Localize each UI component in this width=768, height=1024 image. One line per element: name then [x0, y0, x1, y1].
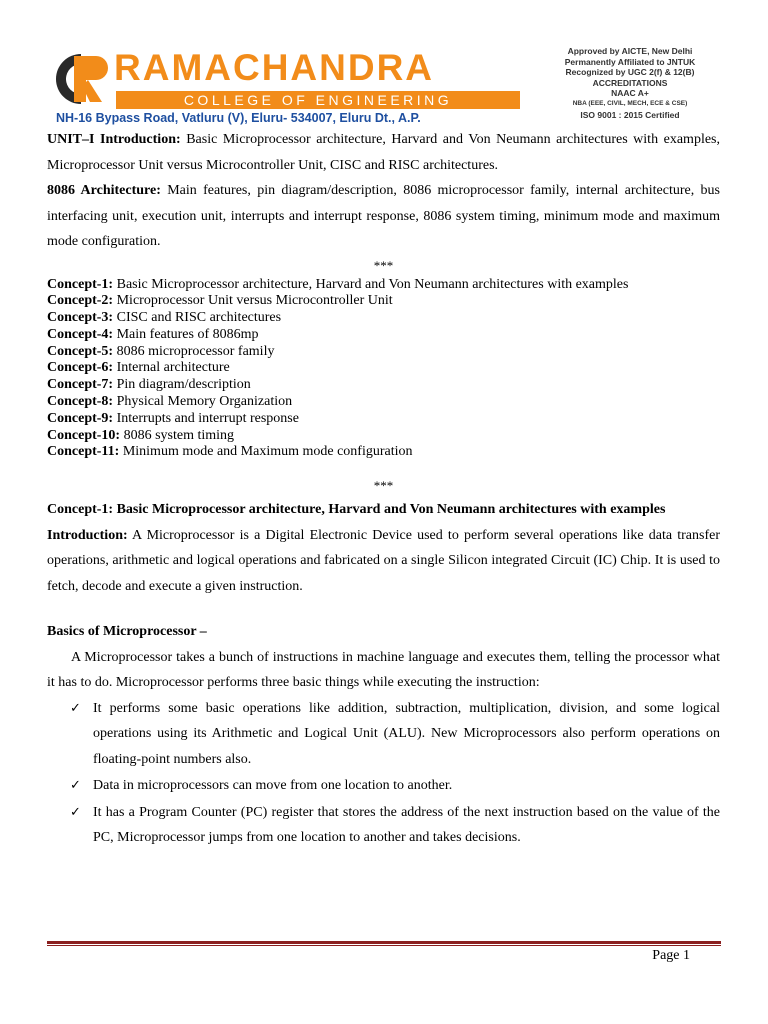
ramachandra-logo-icon [52, 50, 110, 108]
basics-heading [47, 619, 720, 645]
concept-label: Concept-9: [47, 410, 114, 426]
checkmark-icon: ✓ [70, 700, 81, 716]
list-item-text: It performs some basic operations like addition, subtraction, multiplication, division, and some logical operations using its Arithmetic and Logical Unit (ALU). New Microprocessors also perform operations on floating-point numbers also. [93, 700, 720, 767]
college-name: RAMACHANDRA [114, 47, 435, 88]
concept-text: 8086 microprocessor family [113, 343, 275, 359]
concept-item [47, 377, 720, 394]
concept-item [47, 444, 720, 461]
concept-text: 8086 system timing [120, 427, 235, 443]
checkmark-icon: ✓ [70, 804, 81, 820]
concept-label: Concept-2: [47, 293, 114, 309]
checkmark-icon: ✓ [70, 778, 81, 794]
concept-label: Concept-6: [47, 360, 114, 376]
concept-item [47, 293, 720, 310]
unit-label: UNIT–I Introduction: [47, 132, 181, 147]
introduction-text: A Microprocessor is a Digital Electronic Device used to perform several operations like data transfer operations, arithmetic and logical operations and fabricated on a single Silicon integrated Circuit (IC) Chip. It is used to fetch, decode and execute a given instruction. [47, 527, 720, 594]
accreditation-line: Approved by AICTE, New Delhi [567, 46, 693, 56]
checklist [47, 696, 720, 851]
concept-text: Physical Memory Organization [113, 394, 293, 410]
concept-label: Concept-4: [47, 326, 114, 342]
concept-label: Concept-1: [47, 276, 114, 292]
concept-text: Basic Microprocessor architecture, Harvard and Von Neumann architectures with examples [113, 276, 629, 292]
accreditation-line: ACCREDITATIONS [592, 77, 668, 88]
architecture-text: Main features, pin diagram/description, 8086 microprocessor family, internal architecture, bus interfacing unit, execution unit, interrupts and interrupt response, 8086 system timing, minimum mode and maximum mode configuration. [47, 183, 720, 249]
separator-stars: *** [373, 478, 394, 494]
unit-text: Basic Microprocessor architecture, Harvard and Von Neumann architectures with examples, Microprocessor Unit versus Microcontroller Unit, CISC and RISC architectures. [47, 132, 720, 173]
concept-item [47, 344, 720, 361]
unit-paragraph [47, 127, 720, 178]
concept-text: Interrupts and interrupt response [113, 410, 299, 426]
accreditation-line: Recognized by UGC 2(f) & 12(B) [565, 67, 695, 78]
concept-label: Concept-3: [47, 310, 114, 326]
concept-label: Concept-8: [47, 394, 114, 410]
college-subtitle: COLLEGE OF ENGINEERING [116, 91, 520, 109]
concept-text: CISC and RISC architectures [113, 310, 282, 326]
architecture-paragraph [47, 178, 720, 255]
concept-text: Internal architecture [113, 360, 230, 376]
introduction-paragraph [47, 523, 720, 600]
page-number: Page 1 [652, 948, 690, 963]
accreditation-line: ISO 9001 : 2015 Certified [580, 109, 680, 120]
section-heading-text: Concept-1: Basic Microprocessor architecture, Harvard and Von Neumann architectures with examples [47, 502, 666, 518]
concept-text: Pin diagram/description [113, 377, 251, 393]
document-body [47, 127, 720, 851]
concept-item [47, 428, 720, 445]
letterhead [48, 44, 728, 125]
list-item [47, 800, 720, 851]
concept-label: Concept-7: [47, 377, 114, 393]
accreditations-block [540, 46, 720, 120]
concept-text: Main features of 8086mp [113, 326, 259, 342]
architecture-label: 8086 Architecture: [47, 183, 161, 198]
list-item-text: Data in microprocessors can move from one location to another. [93, 778, 453, 794]
concept-item [47, 411, 720, 428]
concept-item [47, 310, 720, 327]
footer-rule [47, 941, 721, 946]
concept-label: Concept-11: [47, 444, 120, 460]
separator-stars: *** [373, 257, 394, 273]
college-address: NH-16 Bypass Road, Vatluru (V), Eluru- 534007, Eluru Dt., A.P. [56, 111, 421, 125]
concept-text: Microprocessor Unit versus Microcontroller Unit [113, 293, 393, 309]
concept-label: Concept-5: [47, 343, 114, 359]
list-item-text: It has a Program Counter (PC) register that stores the address of the next instruction based on the value of the PC, Microprocessor jumps from one location to another and takes decisions. [93, 804, 720, 846]
basics-paragraph: A Microprocessor takes a bunch of instructions in machine language and executes them, telling the processor what it has to do. Microprocessor performs three basic things while executing the instruction: [47, 649, 720, 691]
concept-item [47, 394, 720, 411]
list-item [47, 696, 720, 773]
concept-label: Concept-10: [47, 427, 121, 443]
accreditation-line: Permanently Affiliated to JNTUK [564, 56, 696, 67]
accreditation-line: NAAC A+ [611, 88, 649, 99]
concept-list [47, 277, 720, 462]
concept-item [47, 327, 720, 344]
concept-item [47, 360, 720, 377]
accreditation-line: NBA (EEE, CIVIL, MECH, ECE & CSE) [572, 99, 688, 107]
introduction-label: Introduction: [47, 527, 128, 543]
list-item [47, 773, 720, 799]
section-heading [47, 497, 720, 523]
concept-text: Minimum mode and Maximum mode configuration [119, 444, 413, 460]
basics-heading-text: Basics of Microprocessor – [47, 624, 207, 640]
concept-item [47, 277, 720, 294]
